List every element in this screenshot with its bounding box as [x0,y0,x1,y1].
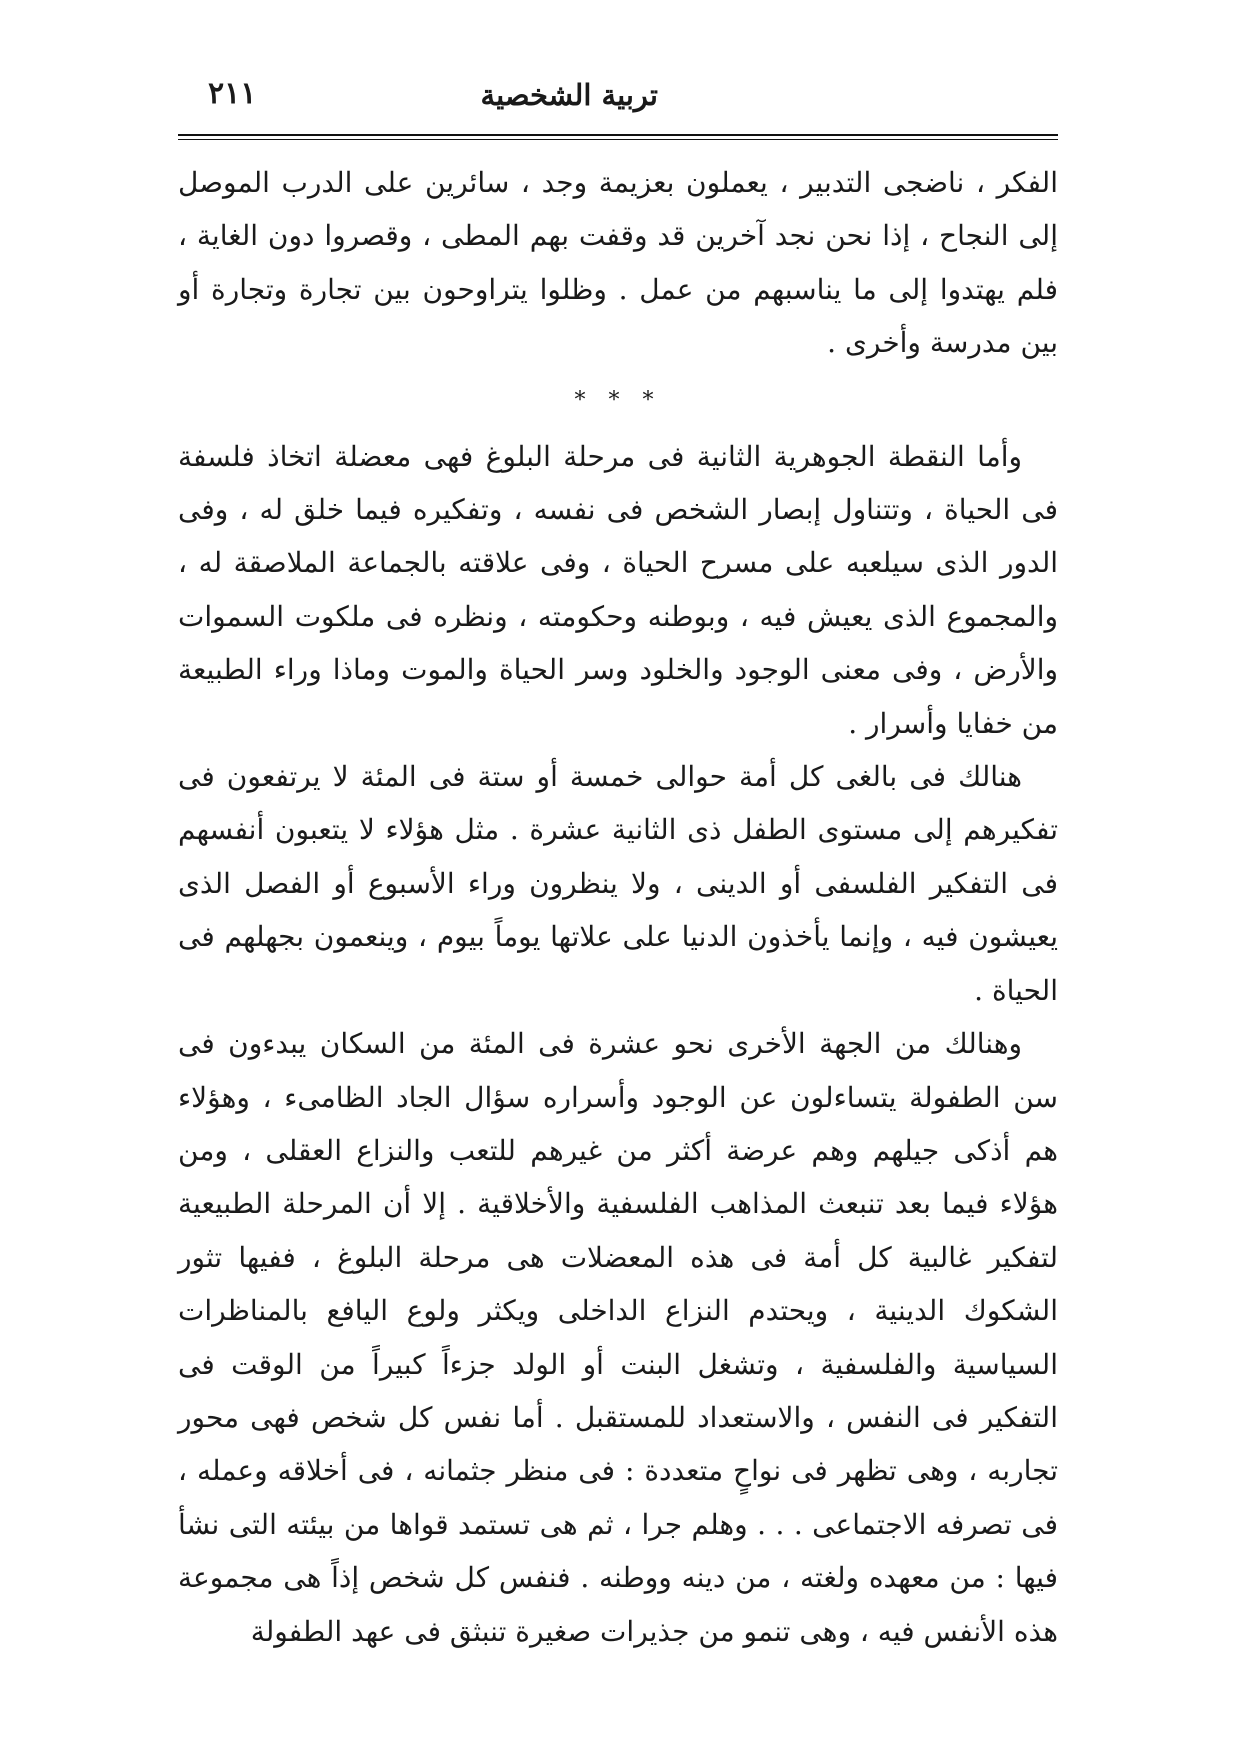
running-title: تربية الشخصية [480,78,658,112]
paragraph: وأما النقطة الجوهرية الثانية فى مرحلة البلوغ فهى معضلة اتخاذ فلسفة فى الحياة ، وتتناول إبصار الشخص فى نفسه ، وتفكيره فيما خلق له ، وفى الدور الذى سيلعبه على مسرح الحياة ، وفى علاقته بالجماعة الملاصقة له ، والمجموع الذى يعيش فيه ، وبوطنه وحكومته ، ونظره فى ملكوت السموات والأرض ، وفى معنى الوجود والخلود وسر الحياة والموت وماذا وراء الطبيعة من خفايا وأسرار . [178,439,1058,740]
paragraph: هنالك فى بالغى كل أمة حوالى خمسة أو ستة فى المئة لا يرتفعون فى تفكيرهم إلى مستوى الطفل ذى الثانية عشرة . مثل هؤلاء لا يتعبون أنفسهم فى التفكير الفلسفى أو الدينى ، ولا ينظرون وراء الأسبوع أو الفصل الذى يعيشون فيه ، وإنما يأخذون الدنيا على علاتها يوماً بيوم ، وينعمون بجهلهم فى الحياة . [178,760,1058,1007]
header-rule [178,134,1058,140]
paragraph: وهنالك من الجهة الأخرى نحو عشرة فى المئة من السكان يبدءون فى سن الطفولة يتساءلون عن الوجود وأسراره سؤال الجاد الظامىء ، وهؤلاء هم أذكى جيلهم وهم عرضة أكثر من غيرهم للتعب والنزاع العقلى ، ومن هؤلاء فيما بعد تنبعث المذاهب الفلسفية والأخلاقية . إلا أن المرحلة الطبيعية لتفكير غالبية كل أمة فى هذه المعضلات هى مرحلة البلوغ ، ففيها تثور الشكوك الدينية ، ويحتدم النزاع الداخلى ويكثر ولوع اليافع بالمناظرات السياسية والفلسفية ، وتشغل البنت أو الولد جزءاً كبيراً من الوقت فى التفكير فى النفس ، والاستعداد للمستقبل . أما نفس كل شخص فهى محور تجاربه ، وهى تظهر فى نواحٍ متعددة : فى منظر جثمانه ، فى أخلاقه وعمله ، فى تصرفه الاجتماعى . . . وهلم جرا ، ثم هى تستمد قواها من بيئته التى نشأ فيها : من معهده ولغته ، من دينه ووطنه . فنفس كل شخص إذاً هى مجموعة هذه الأنفس فيه ، وهى تنمو من جذيرات صغيرة تنبثق فى عهد الطفولة [178,1027,1058,1648]
section-separator: * * * [574,387,662,413]
body-text [178,156,1058,1658]
page-number: ٢١١ [208,76,257,111]
book-page [178,76,1058,1658]
page-header [178,76,1058,128]
paragraph: الفكر ، ناضجى التدبير ، يعملون بعزيمة وجد ، سائرين على الدرب الموصل إلى النجاح ، إذا نحن نجد آخرين قد وقفت بهم المطى ، وقصروا دون الغاية ، فلم يهتدوا إلى ما يناسبهم من عمل . وظلوا يتراوحون بين تجارة وتجارة أو بين مدرسة وأخرى . [178,166,1058,360]
